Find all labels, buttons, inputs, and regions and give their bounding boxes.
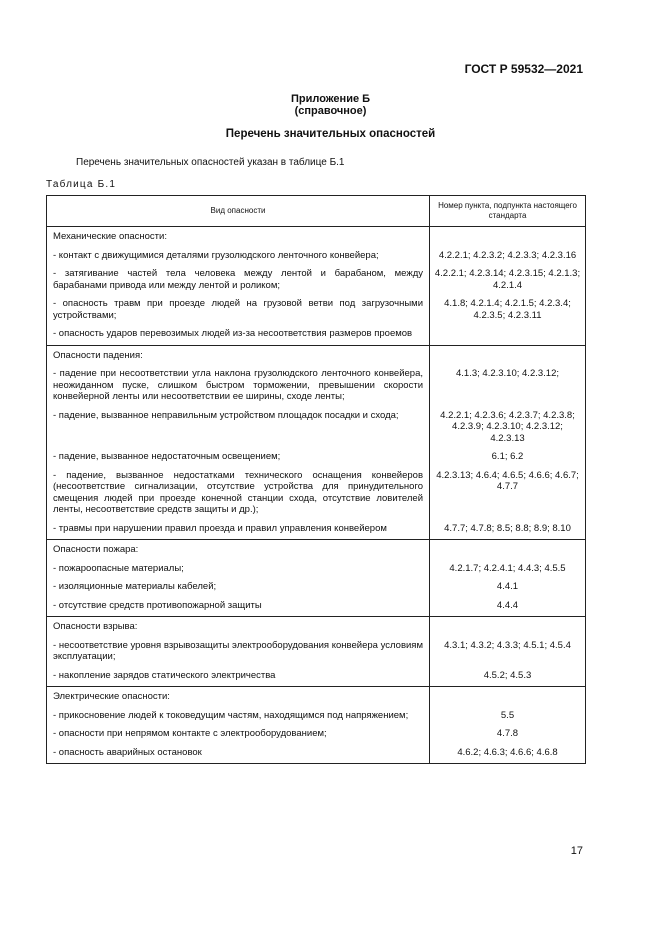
- group-clause-empty: [430, 227, 586, 248]
- group-row: [47, 687, 586, 708]
- clause-cell: 5.5: [430, 708, 586, 727]
- hazard-cell: - падение, вызванное недостатками технического оснащения конвейеров (несоответствие сигнализации, отсутствие устройства для принудительного смещения людей при проезде конечной станции схода, отсутствие ловителей ленты, несоответствие средств защиты и др.);: [47, 468, 430, 521]
- hazard-cell: - падение при несоответствии угла наклона грузолюдского ленточного конвейера, неожиданном пуске, слишком быстром торможении, превышении скорости конвейерной ленты или несоответствии ее ширины, сходе ленты;: [47, 366, 430, 408]
- hazard-cell: - отсутствие средств противопожарной защиты: [47, 598, 430, 617]
- table-row: [47, 468, 586, 521]
- table-row: [47, 449, 586, 468]
- hazard-cell: - затягивание частей тела человека между лентой и барабаном, между барабанами привода или между лентой и роликом;: [47, 266, 430, 296]
- col-clause-header: Номер пункта, подпункта настоящего стандарта: [430, 196, 586, 227]
- table-row: [47, 296, 586, 326]
- standard-id: ГОСТ Р 59532—2021: [464, 62, 583, 76]
- table-row: [47, 638, 586, 668]
- hazard-cell: - опасности при непрямом контакте с электрооборудованием;: [47, 726, 430, 745]
- table-row: [47, 266, 586, 296]
- group-clause-empty: [430, 345, 586, 366]
- clause-cell: 4.7.7; 4.7.8; 8.5; 8.8; 8.9; 8.10: [430, 521, 586, 540]
- group-clause-empty: [430, 617, 586, 638]
- clause-cell: 4.6.2; 4.6.3; 4.6.6; 4.6.8: [430, 745, 586, 764]
- hazard-cell: - накопление зарядов статического электричества: [47, 668, 430, 687]
- hazard-cell: - опасность травм при проезде людей на грузовой ветви под загрузочными устройствами;: [47, 296, 430, 326]
- clause-cell: 4.3.1; 4.3.2; 4.3.3; 4.5.1; 4.5.4: [430, 638, 586, 668]
- group-row: [47, 540, 586, 561]
- table-row: [47, 726, 586, 745]
- table-row: [47, 366, 586, 408]
- hazard-cell: - прикосновение людей к токоведущим частям, находящимся под напряжением;: [47, 708, 430, 727]
- group-clause-empty: [430, 687, 586, 708]
- table-row: [47, 326, 586, 345]
- clause-cell: 4.2.3.13; 4.6.4; 4.6.5; 4.6.6; 4.6.7; 4.7.7: [430, 468, 586, 521]
- hazards-table: [46, 195, 586, 764]
- table-row: [47, 248, 586, 267]
- group-title: Опасности падения:: [47, 345, 430, 366]
- group-title: Опасности взрыва:: [47, 617, 430, 638]
- section-title: Перечень значительных опасностей: [225, 128, 436, 140]
- clause-cell: 4.2.2.1; 4.2.3.14; 4.2.3.15; 4.2.1.3; 4.2.1.4: [430, 266, 586, 296]
- clause-cell: 4.1.3; 4.2.3.10; 4.2.3.12;: [430, 366, 586, 408]
- group-row: [47, 617, 586, 638]
- hazard-cell: - опасность аварийных остановок: [47, 745, 430, 764]
- clause-cell: 4.2.2.1; 4.2.3.6; 4.2.3.7; 4.2.3.8; 4.2.3.9; 4.2.3.10; 4.2.3.12; 4.2.3.13: [430, 408, 586, 450]
- table-body: [47, 227, 586, 764]
- table-row: [47, 408, 586, 450]
- clause-cell: 4.4.1: [430, 579, 586, 598]
- table-row: [47, 745, 586, 764]
- clause-cell: 4.4.4: [430, 598, 586, 617]
- table-row: [47, 598, 586, 617]
- clause-cell: [430, 326, 586, 345]
- group-clause-empty: [430, 540, 586, 561]
- group-title: Электрические опасности:: [47, 687, 430, 708]
- hazard-cell: - опасность ударов перевозимых людей из-за несоответствия размеров проемов: [47, 326, 430, 345]
- hazard-cell: - падение, вызванное неправильным устройством площадок посадки и схода;: [47, 408, 430, 450]
- hazard-cell: - падение, вызванное недостаточным освещением;: [47, 449, 430, 468]
- group-title: Механические опасности:: [47, 227, 430, 248]
- clause-cell: 4.5.2; 4.5.3: [430, 668, 586, 687]
- hazard-cell: - изоляционные материалы кабелей;: [47, 579, 430, 598]
- appendix-heading: [0, 93, 661, 117]
- clause-cell: 4.2.1.7; 4.2.4.1; 4.4.3; 4.5.5: [430, 561, 586, 580]
- table-label: Таблица Б.1: [46, 179, 117, 190]
- col-hazard-header: Вид опасности: [47, 196, 430, 227]
- hazard-cell: - контакт с движущимися деталями грузолюдского ленточного конвейера;: [47, 248, 430, 267]
- table-row: [47, 668, 586, 687]
- table-row: [47, 579, 586, 598]
- appendix-title: Приложение Б: [290, 93, 371, 105]
- page-number: 17: [570, 845, 583, 857]
- hazard-cell: - несоответствие уровня взрывозащиты электрооборудования конвейера условиям эксплуатации;: [47, 638, 430, 668]
- hazard-cell: - травмы при нарушении правил проезда и правил управления конвейером: [47, 521, 430, 540]
- group-title: Опасности пожара:: [47, 540, 430, 561]
- intro-text: Перечень значительных опасностей указан в таблице Б.1: [76, 157, 345, 168]
- table-row: [47, 561, 586, 580]
- hazard-cell: - пожароопасные материалы;: [47, 561, 430, 580]
- appendix-subtitle: (справочное): [294, 105, 367, 117]
- table-row: [47, 708, 586, 727]
- clause-cell: 4.1.8; 4.2.1.4; 4.2.1.5; 4.2.3.4; 4.2.3.5; 4.2.3.11: [430, 296, 586, 326]
- group-row: [47, 345, 586, 366]
- clause-cell: 4.7.8: [430, 726, 586, 745]
- clause-cell: 6.1; 6.2: [430, 449, 586, 468]
- table-header-row: [47, 196, 586, 227]
- table-row: [47, 521, 586, 540]
- group-row: [47, 227, 586, 248]
- clause-cell: 4.2.2.1; 4.2.3.2; 4.2.3.3; 4.2.3.16: [430, 248, 586, 267]
